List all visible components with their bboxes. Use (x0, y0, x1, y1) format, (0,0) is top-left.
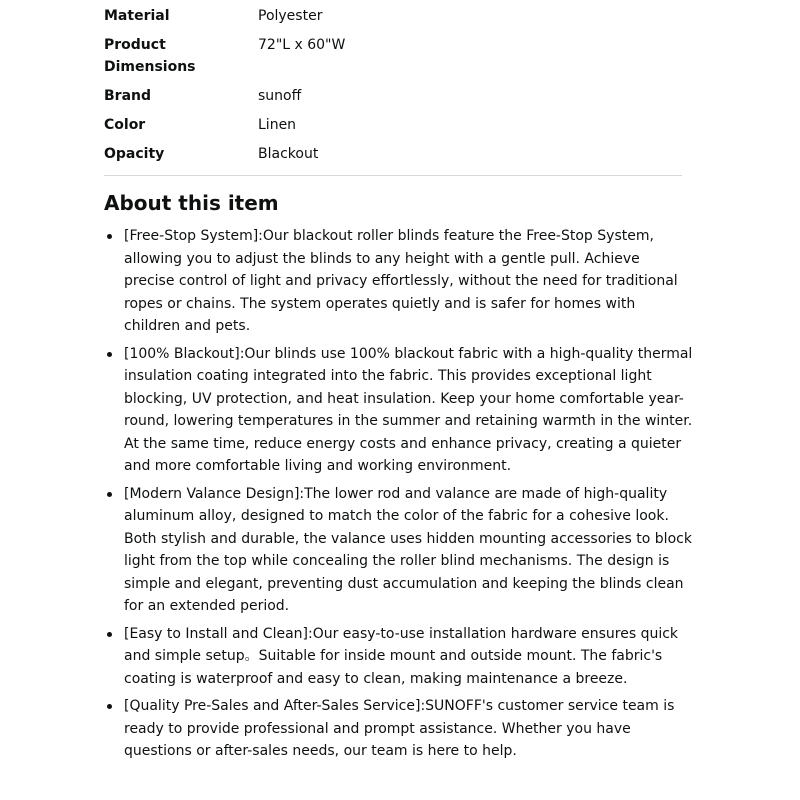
list-item (104, 225, 694, 338)
spec-value: sunoff (258, 88, 302, 104)
about-bullet-list (104, 225, 693, 763)
bullet-icon (107, 632, 112, 637)
spec-row-brand (104, 85, 684, 114)
bullet-icon (107, 492, 112, 497)
spec-value: Polyester (258, 8, 323, 24)
list-item (104, 695, 694, 763)
bullet-text: [Modern Valance Design]:The lower rod and valance are made of high-quality aluminum alloy, designed to match the color of the fabric for a cohesive look. Both stylish and durable, the valance uses hidden mounting accessories to block light from the top while concealing the roller blind mechanisms. The design is simple and elegant, preventing dust accumulation and keeping the blinds clean for an extended period. (124, 485, 692, 614)
product-details-section (104, 0, 693, 768)
list-item (104, 623, 694, 691)
spec-row-opacity (104, 143, 684, 172)
spec-row-color (104, 114, 684, 143)
bullet-icon (107, 704, 112, 709)
spec-key: Product Dimensions (104, 37, 196, 75)
spec-row-material (104, 5, 684, 34)
spec-value: Linen (258, 117, 297, 133)
spec-key: Color (104, 117, 146, 133)
list-item (104, 343, 694, 478)
bullet-text: [Easy to Install and Clean]:Our easy-to-use installation hardware ensures quick and simple setup。Suitable for inside mount and outside mount. The fabric's coating is waterproof and easy to clean, making maintenance a breeze. (124, 625, 679, 687)
bullet-text: [Quality Pre-Sales and After-Sales Service]:SUNOFF's customer service team is ready to provide professional and prompt assistance. Whether you have questions or after-sales needs, our team is here to help. (124, 698, 675, 759)
bullet-text: [Free-Stop System]:Our blackout roller blinds feature the Free-Stop System, allowing you to adjust the blinds to any height with a gentle pull. Achieve precise control of light and privacy effortlessly, without the need for traditional ropes or chains. The system operates quietly and is safer for homes with children and pets. (124, 228, 678, 334)
list-item (104, 483, 694, 618)
product-specs-table (104, 5, 684, 172)
spec-value: Blackout (258, 146, 319, 162)
section-divider (104, 175, 682, 176)
about-heading: About this item (104, 191, 279, 215)
spec-value: 72"L x 60"W (258, 37, 346, 53)
spec-key: Material (104, 8, 170, 24)
spec-row-product-dimensions (104, 34, 684, 85)
bullet-text: [100% Blackout]:Our blinds use 100% blackout fabric with a high-quality thermal insulation coating integrated into the fabric. This provides exceptional light blocking, UV protection, and heat insulation. Keep your home comfortable year-round, lowering temperatures in the summer and retaining warmth in the winter. At the same time, reduce energy costs and enhance privacy, creating a quieter and more comfortable living and working environment. (124, 345, 693, 474)
spec-key: Opacity (104, 146, 165, 162)
spec-key: Brand (104, 88, 152, 104)
bullet-icon (107, 234, 112, 239)
bullet-icon (107, 352, 112, 357)
